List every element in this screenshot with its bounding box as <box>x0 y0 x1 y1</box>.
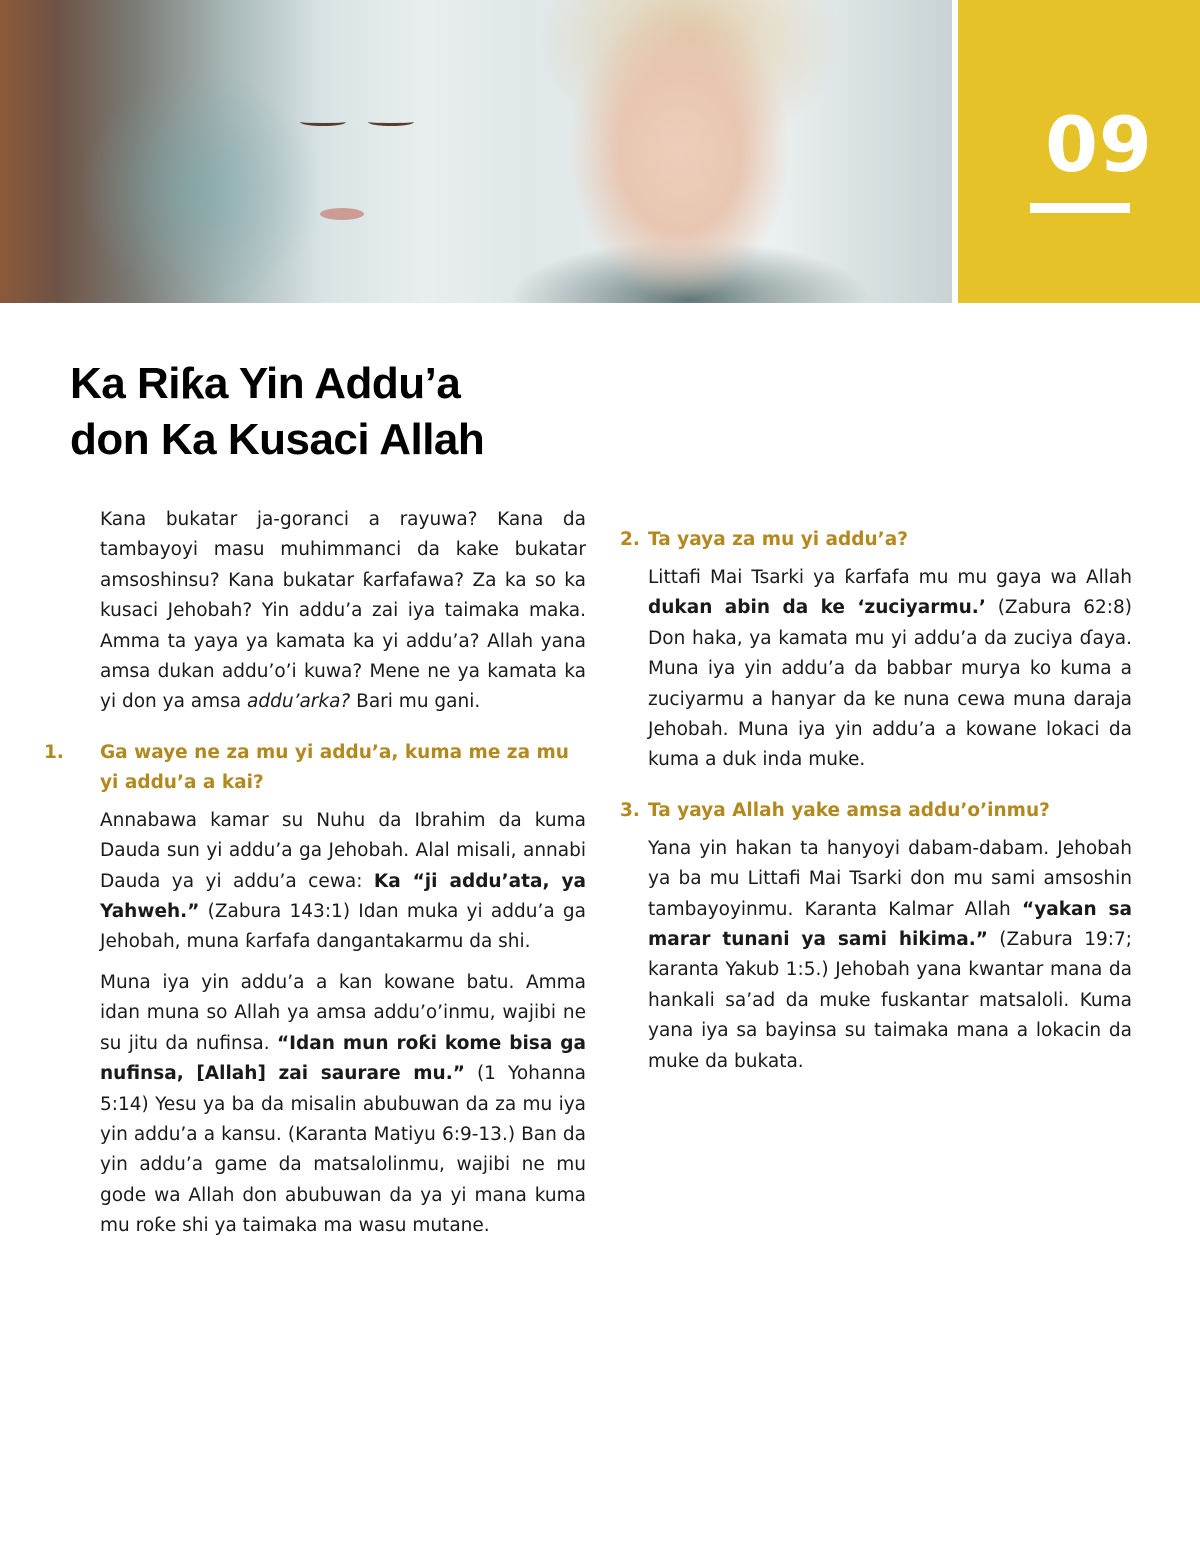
question-heading-2 <box>620 525 1132 555</box>
question-text: Ga waye ne za mu yi addu’a, kuma me za mu yi addu’a a kai? <box>100 741 569 793</box>
intro-italic: addu’arka? <box>247 691 351 713</box>
question-number: 2. <box>620 529 640 550</box>
left-column <box>44 505 586 1252</box>
answer-paragraph <box>620 563 1132 776</box>
scripture-quote: “Idan mun roƙi kome bisa ga nufinsa, [Allah] zai saurare mu.” <box>100 1032 586 1085</box>
smile <box>320 208 364 220</box>
answer-text: Yana yin hakan ta hanyoyi dabam-dabam. Jehobah ya ba mu Littafi Mai Tsarki don mu sami amsoshin tambayoyinmu. Karanta Kalmar Allah <box>648 837 1132 920</box>
answer-paragraph <box>72 968 586 1242</box>
scripture-quote: “yakan sa marar tunani ya sami hikima.” <box>648 898 1132 951</box>
lesson-number-underline <box>1030 203 1130 213</box>
answer-text: Muna iya yin addu’a a kan kowane batu. Amma idan muna so Allah ya amsa addu’o’inmu, wajibi ne su jitu da nufinsa. <box>100 971 586 1054</box>
answer-paragraph <box>72 806 586 958</box>
question-text: Ta yaya za mu yi addu’a? <box>648 529 908 550</box>
right-column <box>620 505 1132 1087</box>
answer-text-end: (1 Yohanna 5:14) Yesu ya ba da misalin abubuwan da za mu iya yin addu’a a kansu. (Karanta Matiyu 6:9-13.) Ban da yin addu’a game da matsalolinmu, wajibi ne mu gode wa Allah don abubuwan da ya yi mana kuma mu roƙe shi ya taimaka ma wasu mutane. <box>100 1063 586 1237</box>
answer-text: Annabawa kamar su Nuhu da Ibrahim da kuma Dauda sun yi addu’a ga Jehobah. Alal misali, annabi Dauda ya yi addu’a cewa: <box>100 809 586 892</box>
hero-photo-woman-praying <box>0 0 952 303</box>
intro-paragraph <box>72 505 586 718</box>
intro-text-end: Bari mu gani. <box>350 691 481 713</box>
answer-text-end: (Zabura 62:8) Don haka, ya kamata mu yi addu’a da zuciya ɗaya. Muna iya yin addu’a da babbar murya ko kuma a zuciyarmu a hanyar da ke nuna cewa muna daraja Jehobah. Muna iya yin addu’a a kowane lokaci da kuma a duk inda muke. <box>648 597 1132 771</box>
answer-paragraph <box>620 834 1132 1077</box>
page-title <box>70 356 630 468</box>
closed-eye-right <box>368 118 414 126</box>
scripture-quote: Ka “ji addu’ata, ya Yahweh.” <box>100 870 586 923</box>
question-number: 1. <box>44 741 64 763</box>
intro-text: Kana bukatar ja-goranci a rayuwa? Kana da tambayoyi masu muhimmanci da kake bukatar amsoshinsu? Kana bukatar ƙarfafawa? Za ka so ka kusaci Jehobah? Yin addu’a zai iya taimaka maka. Amma ta yaya ya kamata ka yi addu’a? Allah yana amsa dukan addu’o’i kuwa? Mene ne ya kamata ka yi don ya amsa <box>100 509 586 713</box>
question-text: Ta yaya Allah yake amsa addu’o’inmu? <box>648 799 1050 821</box>
title-line-2: don Ka Kusaci Allah <box>70 415 485 464</box>
answer-text-end: (Zabura 143:1) Idan muka yi addu’a ga Jehobah, muna ƙarfafa dangantakarmu da shi. <box>100 901 586 953</box>
closed-eye-left <box>300 118 346 126</box>
question-heading-3 <box>620 796 1132 826</box>
lesson-number: 09 <box>1045 100 1153 189</box>
lesson-number-badge <box>958 0 1200 303</box>
question-number: 3. <box>620 799 640 821</box>
answer-text-end: (Zabura 19:7; karanta Yakub 1:5.) Jehobah yana kwantar mana da hankali sa’ad da muke fuskantar matsaloli. Kuma yana iya sa bayinsa su taimaka mana a lokacin da muke da bukata. <box>648 929 1132 1072</box>
scripture-quote: dukan abin da ke ‘zuciyarmu.’ <box>648 597 986 619</box>
title-line-1: Ka Riƙa Yin Addu’a <box>70 359 461 408</box>
question-heading-1 <box>44 738 586 798</box>
answer-text: Littafi Mai Tsarki ya ƙarfafa mu mu gaya wa Allah <box>648 567 1132 588</box>
